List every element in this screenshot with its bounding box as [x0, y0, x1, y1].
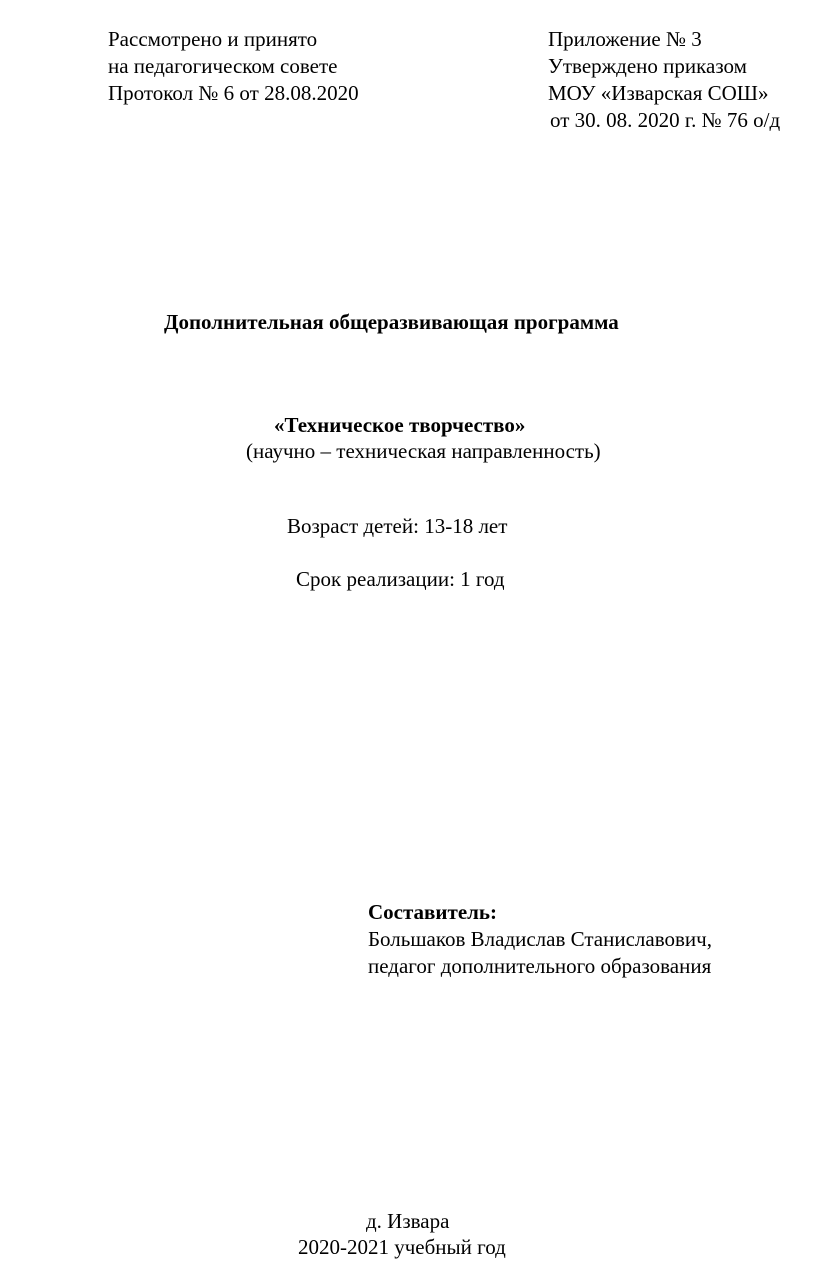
approval-block-right [548, 26, 780, 134]
author-position: педагог дополнительного образования [368, 954, 712, 978]
school-name: МОУ «Изварская СОШ» [548, 81, 769, 105]
academic-year: 2020-2021 учебный год [298, 1235, 506, 1259]
children-age: Возраст детей: 13-18 лет [287, 514, 508, 538]
author-name: Большаков Владислав Станиславович, [368, 927, 712, 951]
approval-left-line-1: Рассмотрено и принято [108, 27, 318, 51]
appendix-number: Приложение № 3 [548, 27, 702, 51]
approval-left-line-3: Протокол № 6 от 28.08.2020 [108, 81, 359, 105]
author-label: Составитель: [368, 900, 498, 924]
approval-block-left [108, 26, 359, 107]
course-name: «Техническое творчество» [274, 413, 526, 437]
implementation-period: Срок реализации: 1 год [296, 567, 505, 591]
order-date-number: от 30. 08. 2020 г. № 76 о/д [550, 108, 781, 132]
place: д. Извара [366, 1209, 450, 1233]
program-title: Дополнительная общеразвивающая программа [164, 310, 619, 334]
approval-left-line-2: на педагогическом совете [108, 54, 338, 78]
course-direction: (научно – техническая направленность) [246, 439, 601, 463]
approved-by-order: Утверждено приказом [548, 54, 747, 78]
author-block [368, 899, 712, 980]
